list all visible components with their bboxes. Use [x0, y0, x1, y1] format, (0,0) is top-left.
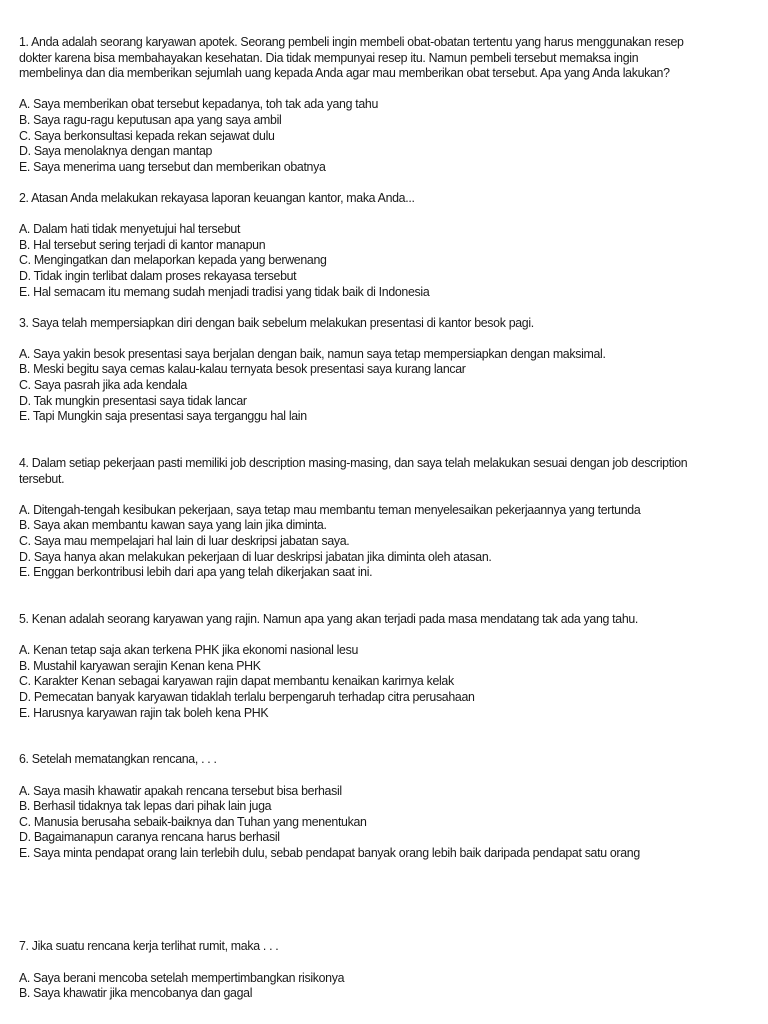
- option-b: B. Mustahil karyawan serajin Kenan kena PHK: [19, 657, 261, 673]
- question-2: [19, 190, 703, 299]
- question-text: 5. Kenan adalah seorang karyawan yang rajin. Namun apa yang akan terjadi pada masa mendatang tak ada yang tahu.: [19, 610, 639, 626]
- option-b: B. Saya akan membantu kawan saya yang lain jika diminta.: [19, 517, 327, 533]
- option-b: B. Meski begitu saya cemas kalau-kalau ternyata besok presentasi saya kurang lancar: [19, 361, 466, 377]
- option-d: D. Tidak ingin terlibat dalam proses rekayasa tersebut: [19, 267, 297, 283]
- option-b: B. Saya ragu-ragu keputusan apa yang saya ambil: [19, 111, 282, 127]
- question-4: [19, 455, 703, 580]
- option-a: A. Saya memberikan obat tersebut kepadanya, toh tak ada yang tahu: [19, 96, 379, 112]
- spacer: [19, 720, 703, 751]
- option-list: [19, 970, 703, 1001]
- option-a: A. Saya masih khawatir apakah rencana tersebut bisa berhasil: [19, 782, 342, 798]
- option-b: B. Saya khawatir jika mencobanya dan gagal: [19, 985, 253, 1001]
- option-e: E. Harusnya karyawan rajin tak boleh kena PHK: [19, 704, 269, 720]
- option-e: E. Saya minta pendapat orang lain terlebih dulu, sebab pendapat banyak orang lebih baik daripada pendapat satu orang: [19, 844, 640, 860]
- option-b: B. Hal tersebut sering terjadi di kantor manapun: [19, 236, 266, 252]
- document-body: [19, 34, 703, 1001]
- option-c: C. Manusia berusaha sebaik-baiknya dan Tuhan yang menentukan: [19, 813, 367, 829]
- question-text: 4. Dalam setiap pekerjaan pasti memiliki job description masing-masing, dan saya telah melakukan sesuai dengan job description tersebut.: [19, 455, 688, 486]
- question-6: [19, 751, 703, 860]
- spacer: [19, 424, 703, 455]
- spacer: [19, 860, 703, 938]
- option-list: [19, 346, 703, 424]
- question-text: 6. Setelah mematangkan rencana, . . .: [19, 751, 217, 767]
- question-text: 7. Jika suatu rencana kerja terlihat rumit, maka . . .: [19, 938, 279, 954]
- option-e: E. Enggan berkontribusi lebih dari apa yang telah dikerjakan saat ini.: [19, 564, 373, 580]
- option-c: C. Saya berkonsultasi kepada rekan sejawat dulu: [19, 127, 275, 143]
- option-b: B. Berhasil tidaknya tak lepas dari pihak lain juga: [19, 798, 272, 814]
- question-7: [19, 938, 703, 1000]
- option-list: [19, 642, 703, 720]
- spacer: [19, 174, 703, 190]
- option-a: A. Ditengah-tengah kesibukan pekerjaan, saya tetap mau membantu teman menyelesaikan pekerjaannya yang tertunda: [19, 501, 641, 517]
- option-c: C. Saya mau mempelajari hal lain di luar deskripsi jabatan saya.: [19, 533, 350, 548]
- option-e: E. Hal semacam itu memang sudah menjadi tradisi yang tidak baik di Indonesia: [19, 283, 430, 299]
- option-d: D. Tak mungkin presentasi saya tidak lancar: [19, 392, 247, 408]
- question-1: [19, 34, 703, 174]
- option-d: D. Pemecatan banyak karyawan tidaklah terlalu berpengaruh terhadap citra perusahaan: [19, 688, 475, 704]
- option-list: [19, 783, 703, 861]
- spacer: [19, 580, 703, 611]
- option-c: C. Saya pasrah jika ada kendala: [19, 377, 187, 393]
- option-e: E. Tapi Mungkin saja presentasi saya terganggu hal lain: [19, 408, 307, 424]
- option-a: A. Dalam hati tidak menyetujui hal tersebut: [19, 221, 241, 237]
- spacer: [19, 299, 703, 315]
- option-list: [19, 96, 703, 174]
- option-a: A. Saya yakin besok presentasi saya berjalan dengan baik, namun saya tetap mempersiapkan dengan maksimal.: [19, 345, 606, 361]
- option-c: C. Karakter Kenan sebagai karyawan rajin dapat membantu kenaikan karirnya kelak: [19, 673, 454, 689]
- option-e: E. Saya menerima uang tersebut dan memberikan obatnya: [19, 158, 326, 174]
- option-list: [19, 221, 703, 299]
- question-text: 3. Saya telah mempersiapkan diri dengan baik sebelum melakukan presentasi di kantor besok pagi.: [19, 314, 534, 330]
- question-text: 2. Atasan Anda melakukan rekayasa laporan keuangan kantor, maka Anda...: [19, 189, 415, 205]
- option-d: D. Saya menolaknya dengan mantap: [19, 143, 213, 159]
- option-d: D. Bagaimanapun caranya rencana harus berhasil: [19, 829, 280, 845]
- option-c: C. Mengingatkan dan melaporkan kepada yang berwenang: [19, 252, 327, 268]
- question-3: [19, 315, 703, 424]
- question-5: [19, 611, 703, 720]
- option-a: A. Kenan tetap saja akan terkena PHK jika ekonomi nasional lesu: [19, 642, 359, 658]
- option-d: D. Saya hanya akan melakukan pekerjaan di luar deskripsi jabatan jika diminta oleh atasan.: [19, 548, 492, 564]
- option-a: A. Saya berani mencoba setelah mempertimbangkan risikonya: [19, 969, 345, 985]
- question-text: 1. Anda adalah seorang karyawan apotek. Seorang pembeli ingin membeli obat-obatan tertentu yang harus menggunakan resep dokter karena bisa membahayakan kesehatan. Dia tidak mempunyai resep itu. Namun pembeli tersebut memaksa ingin membelinya dan dia memberikan sejumlah uang kepada Anda agar mau memberikan obat tersebut. Apa yang Anda lakukan?: [19, 34, 684, 81]
- option-list: [19, 502, 703, 580]
